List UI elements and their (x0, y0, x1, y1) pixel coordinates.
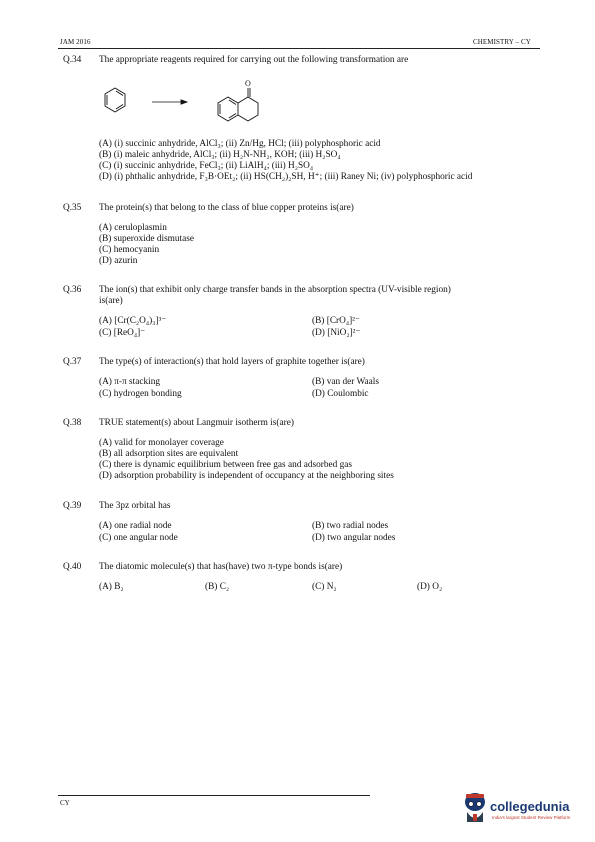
q36-option-d: (D) [NiO₂]²⁻ (312, 328, 361, 338)
q39-option-b: (B) two radial nodes (312, 521, 389, 531)
q35-option-d: (D) azurin (99, 256, 138, 266)
logo-name: collegedunia (490, 799, 570, 814)
oxygen-label: O (245, 79, 251, 88)
q39-number: Q.39 (63, 501, 82, 511)
reaction-arrow (152, 100, 187, 104)
q34-option-d: (D) (i) phthalic anhydride, F₃B·OEt₂; (ii) HS(CH₂)₂SH, H⁺; (iii) Raney Ni; (iv) polyphosphoric acid (99, 172, 473, 182)
q37-option-a: (A) π-π stacking (99, 377, 161, 387)
student-mascot-icon (462, 790, 488, 824)
q37-text: The type(s) of interaction(s) that hold layers of graphite together is(are) (99, 357, 365, 367)
q40-number: Q.40 (63, 562, 82, 572)
q38-option-a: (A) valid for monolayer coverage (99, 438, 224, 448)
q38-text: TRUE statement(s) about Langmuir isotherm is(are) (99, 418, 294, 428)
q35-number: Q.35 (63, 203, 82, 213)
header-right: CHEMISTRY – CY (473, 38, 531, 46)
q36-text-line1: The ion(s) that exhibit only charge transfer bands in the absorption spectra (UV-visible region) (99, 285, 451, 295)
header-rule (58, 48, 540, 49)
header-left: JAM 2016 (60, 38, 91, 46)
q37-option-d: (D) Coulombic (312, 389, 369, 399)
q36-option-c: (C) [ReO₄]⁻ (99, 328, 146, 338)
q38-option-b: (B) all adsorption sites are equivalent (99, 449, 239, 459)
footer-rule (58, 795, 370, 796)
collegedunia-logo[interactable] (462, 790, 586, 830)
q34-option-b: (B) (i) maleic anhydride, AlCl₃; (ii) H₂N-NH₂, KOH; (iii) H₂SO₄ (99, 150, 341, 160)
q39-text: The 3pz orbital has (99, 501, 171, 511)
q35-option-c: (C) hemocyanin (99, 245, 160, 255)
q37-number: Q.37 (63, 357, 82, 367)
q36-option-b: (B) [CrO₄]²⁻ (312, 316, 360, 326)
q40-option-a: (A) B₂ (99, 582, 124, 592)
q40-option-b: (B) C₂ (205, 582, 230, 592)
q34-text: The appropriate reagents required for carrying out the following transformation are (99, 55, 409, 65)
q37-option-c: (C) hydrogen bonding (99, 389, 182, 399)
q34-option-c: (C) (i) succinic anhydride, FeCl₃; (ii) LiAlH₄; (iii) H₂SO₄ (99, 161, 314, 171)
q40-text: The diatomic molecule(s) that has(have) two π-type bonds is(are) (99, 562, 343, 572)
q37-option-b: (B) van der Waals (312, 377, 379, 387)
q36-text-line2: is(are) (99, 296, 123, 306)
q35-text: The protein(s) that belong to the class of blue copper proteins is(are) (99, 203, 354, 213)
reaction-scheme (95, 76, 295, 142)
q39-option-a: (A) one radial node (99, 521, 172, 531)
q39-option-c: (C) one angular node (99, 533, 178, 543)
benzene-structure (105, 88, 125, 112)
q38-option-c: (C) there is dynamic equilibrium between free gas and adsorbed gas (99, 460, 352, 470)
logo-tagline: India's largest Student Review Platform (492, 815, 571, 820)
tetralone-structure (218, 88, 258, 121)
q39-option-d: (D) two angular nodes (312, 533, 396, 543)
q40-option-d: (D) O₂ (417, 582, 443, 592)
q40-option-c: (C) N₂ (312, 582, 337, 592)
q38-number: Q.38 (63, 418, 82, 428)
q34-option-a: (A) (i) succinic anhydride, AlCl₃; (ii) Zn/Hg, HCl; (iii) polyphosphoric acid (99, 139, 381, 149)
q36-number: Q.36 (63, 285, 82, 295)
q38-option-d: (D) adsorption probability is independent of occupancy at the neighboring sites (99, 471, 394, 481)
q35-option-b: (B) superoxide dismutase (99, 234, 195, 244)
q35-option-a: (A) ceruloplasmin (99, 223, 167, 233)
q36-option-a: (A) [Cr(C₂O₄)₃]³⁻ (99, 316, 167, 326)
q34-number: Q.34 (63, 55, 82, 65)
footer-left: CY (60, 799, 70, 807)
